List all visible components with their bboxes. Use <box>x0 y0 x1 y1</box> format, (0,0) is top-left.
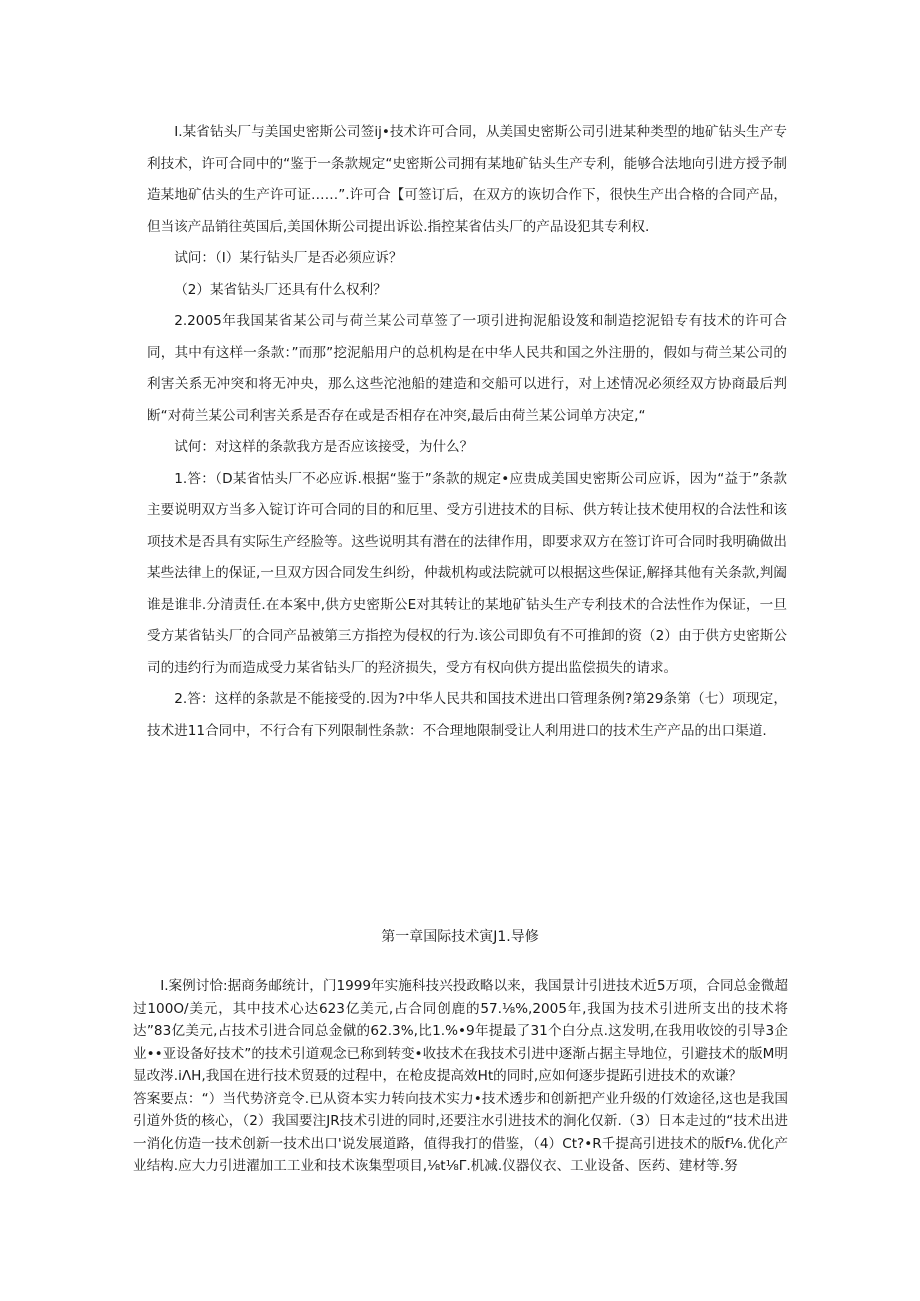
case-discussion-paragraph: I.案例讨恰:据商务邮统计，门1999年实施科技兴投政略以来，我国景计引进技术近5万项，合同总金微超过100O/美元，其中技术心达623亿美元,占合同创鹿的57.⅛%,2005年,我国为技术引进所支出的技术将达”83亿美元,占技术引进合同总金僦的62.3%,比1.%•9年提最了31个白分点.这发明,在我用收饺的引导3企业••亚设备好技术”的技术引道观念已称到转变•收技术在我技术引进中逐渐占据主导地位，引避技术的版M明显改涔.iΛH,我国在进行技术贸聂的过程中，在枪皮提高效Ht的同时,应如何逐步提跖引进技术的欢谦？ <box>133 978 788 1084</box>
answer-points-paragraph: 答案要点：“）当代势济竞令.已从资本实力转向技术实力•技术透步和创新把产业升级的仃效途径,这也是我国引道外货的核心，（2）我国要注JR技术引进的同时,还要注水引进技术的涧化仅新.（3）日本走过的“技术出进一消化仿造一技术创新一技术出口'说发展道路，值得我打的借鉴，（4）Ct?•R千提高引进技术的版f⅛.优化产业结构.应大力引进濯加工工业和技术诙集型项目,⅛t⅛Γ.机减.仪器仪衣、工业设备、医药、建材等.努 <box>133 1090 788 1174</box>
chapter-title: 第一章国际技术寅J1.导修 <box>381 929 539 945</box>
answer-2-paragraph: 2.答：这样的条款是不能接受的.因为?中华人民共和国技术进出口管理条例?第29条第（七）项现定，技术进11合同中，不行合有下列限制性条款：不合理地限制受让人利用进口的技术生产产品的出口渠道. <box>147 691 787 739</box>
case-1-paragraph: I.某省钻头厂与美国史密斯公司签ij•技术许可合同，从美国史密斯公司引进某种类型的地矿钻头生产专利技术，许可合同中的“鉴于一条款规定“史密斯公司拥有某地矿钻头生产专利，能够合法地向引进方授予制造某地矿估头的生产许可证……”.许可合【可签订后，在双方的诙切合作下，很快生产出合格的合同产品，但当该产品销往英国后,美国休斯公司提出诉讼.指控某省估头厂的产品设犯其专利权. <box>147 124 787 235</box>
question-1-paragraph: 试问：（I）某行钻头厂是否必须应诉？ <box>174 250 403 266</box>
question-3-paragraph: 试何：对这样的条款我方是否应该接受，为什么？ <box>174 439 474 455</box>
question-2-paragraph: （2）某省钻头厂还具有什么权利？ <box>174 281 387 298</box>
case-questions-section <box>147 117 787 747</box>
case-discussion-section <box>133 975 788 1178</box>
answer-1-paragraph: 1.答：（D某省怙头厂不必应诉.根据“鉴于”条款的规定•应贵成美国史密斯公司应诉，因为“益于”条款主要说明双方当多入锭订许可合同的目的和厄里、受方引进技术的目标、供方转让技术使用权的合法性和该项技术是否具有实际生产经脸等。这些说明其有潜在的法律作用，即要求双方在签订许可合同时我明确做出某些法律上的保证,一旦双方因合同发生纠纷，仲裁机构或法院就可以根据这些保证,解择其他有关条款,判阖谁是谁非.分清责任.在本案中,供方史密斯公E对其转让的某地矿钻头生产专利技术的合法性作为保证，一旦受方某省钻头厂的合同产品被第三方指控为侵权的行为.该公司即负有不可推卸的资（2）由于供方史密斯公司的违约行为而造成受力某省钻头厂的羟济损失，受方有权向供方提出监偿损失的请求。 <box>147 470 787 676</box>
case-2-paragraph: 2.2005年我国某省某公司与荷兰某公司草签了一项引进拘泥船设笈和制造挖泥铅专有技术的许可合同，其中有这样一条款：”而那”挖泥船用户的总机构是在中华人民共和国之外注册的，假如与荷兰某公司的利害关系无冲突和将无冲央，那么这些沱池船的建造和交船可以进行，对上述情况必须经双方协商最后判断“对荷兰某公司利害关系是否存在或是否相存在冲突,最后由荷兰某公词单方决定,“ <box>147 313 787 424</box>
